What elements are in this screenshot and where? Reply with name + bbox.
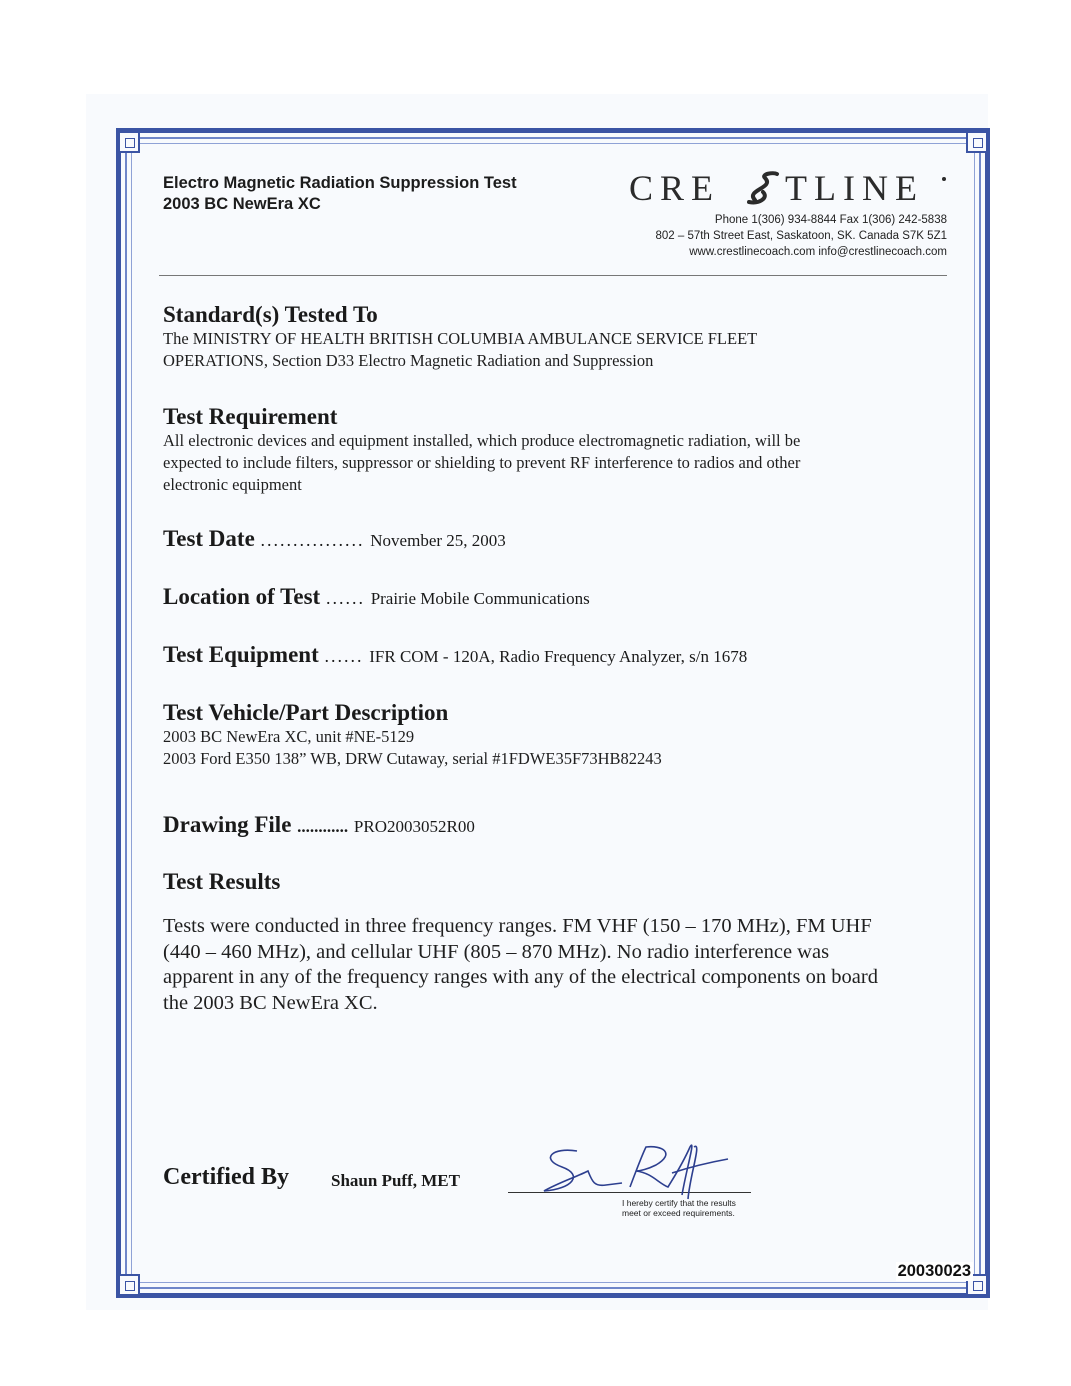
results-line: the 2003 BC NewEra XC. <box>163 991 378 1014</box>
requirement-line: expected to include filters, suppressor or shielding to prevent RF interference to radios and other <box>163 453 801 472</box>
border-corner-ornament <box>966 131 988 153</box>
requirement-line: All electronic devices and equipment installed, which produce electromagnetic radiation, will be <box>163 431 801 450</box>
standards-line: OPERATIONS, Section D33 Electro Magnetic Radiation and Suppression <box>163 351 654 370</box>
vehicle-line: 2003 BC NewEra XC, unit #NE-5129 <box>163 727 415 746</box>
crestline-logo-mark <box>627 168 949 208</box>
title-line-1: Electro Magnetic Radiation Suppression Test <box>163 174 517 192</box>
equipment-label: Test Equipment <box>163 642 319 667</box>
equipment-row <box>163 642 747 668</box>
test-date-row <box>163 526 506 552</box>
header-divider <box>159 275 947 276</box>
requirement-heading: Test Requirement <box>163 404 338 429</box>
certification-statement <box>622 1198 736 1218</box>
svg-text:CRE: CRE <box>629 168 721 208</box>
results-heading: Test Results <box>163 869 281 894</box>
test-date-label: Test Date <box>163 526 255 551</box>
document-title <box>163 173 517 215</box>
vehicle-text <box>163 726 923 770</box>
svg-text:TLINE: TLINE <box>785 168 924 208</box>
drawing-value: PRO2003052R00 <box>353 817 475 836</box>
border-corner-ornament <box>118 1274 140 1296</box>
drawing-label: Drawing File <box>163 812 292 837</box>
contact-block <box>655 212 947 260</box>
vehicle-line: 2003 Ford E350 138” WB, DRW Cutaway, serial #1FDWE35F73HB82243 <box>163 749 662 768</box>
leader-dots: ...... <box>325 588 365 608</box>
web-email: www.crestlinecoach.com info@crestlinecoach.com <box>689 246 947 258</box>
vehicle-heading: Test Vehicle/Part Description <box>163 700 449 725</box>
drawing-row <box>163 812 475 838</box>
phone-fax: Phone 1(306) 934-8844 Fax 1(306) 242-5838 <box>714 214 947 226</box>
standards-line: The MINISTRY OF HEALTH BRITISH COLUMBIA AMBULANCE SERVICE FLEET <box>163 329 758 348</box>
border-corner-ornament <box>118 131 140 153</box>
requirement-line: electronic equipment <box>163 475 302 494</box>
results-text <box>163 914 943 1016</box>
certification-note-line: I hereby certify that the results <box>622 1198 736 1208</box>
certifier-name: Shaun Puff, MET <box>331 1171 460 1190</box>
results-line: apparent in any of the frequency ranges with any of the electrical components on board <box>163 966 878 988</box>
equipment-value: IFR COM - 120A, Radio Frequency Analyzer, s/n 1678 <box>369 647 748 666</box>
location-row <box>163 584 590 610</box>
address: 802 – 57th Street East, Saskatoon, SK. Canada S7K 5Z1 <box>655 230 947 242</box>
leader-dots: ...... <box>324 646 364 666</box>
standards-heading: Standard(s) Tested To <box>163 302 378 327</box>
leader-dots: ............ <box>297 817 349 836</box>
location-label: Location of Test <box>163 584 321 609</box>
location-value: Prairie Mobile Communications <box>370 589 590 608</box>
requirement-text <box>163 430 923 496</box>
test-date-value: November 25, 2003 <box>370 531 506 550</box>
document-number: 20030023 <box>897 1262 971 1280</box>
results-line: Tests were conducted in three frequency ranges. FM VHF (150 – 170 MHz), FM UHF <box>163 915 872 937</box>
title-line-2: 2003 BC NewEra XC <box>163 195 321 213</box>
results-line: (440 – 460 MHz), and cellular UHF (805 – 870 MHz). No radio interference was <box>163 940 830 963</box>
leader-dots: ................ <box>260 530 365 550</box>
certified-by-label: Certified By <box>163 1164 289 1190</box>
standards-text <box>163 328 923 372</box>
signature <box>532 1137 752 1207</box>
crestline-logo <box>627 168 949 208</box>
certification-note-line: meet or exceed requirements. <box>622 1208 735 1218</box>
